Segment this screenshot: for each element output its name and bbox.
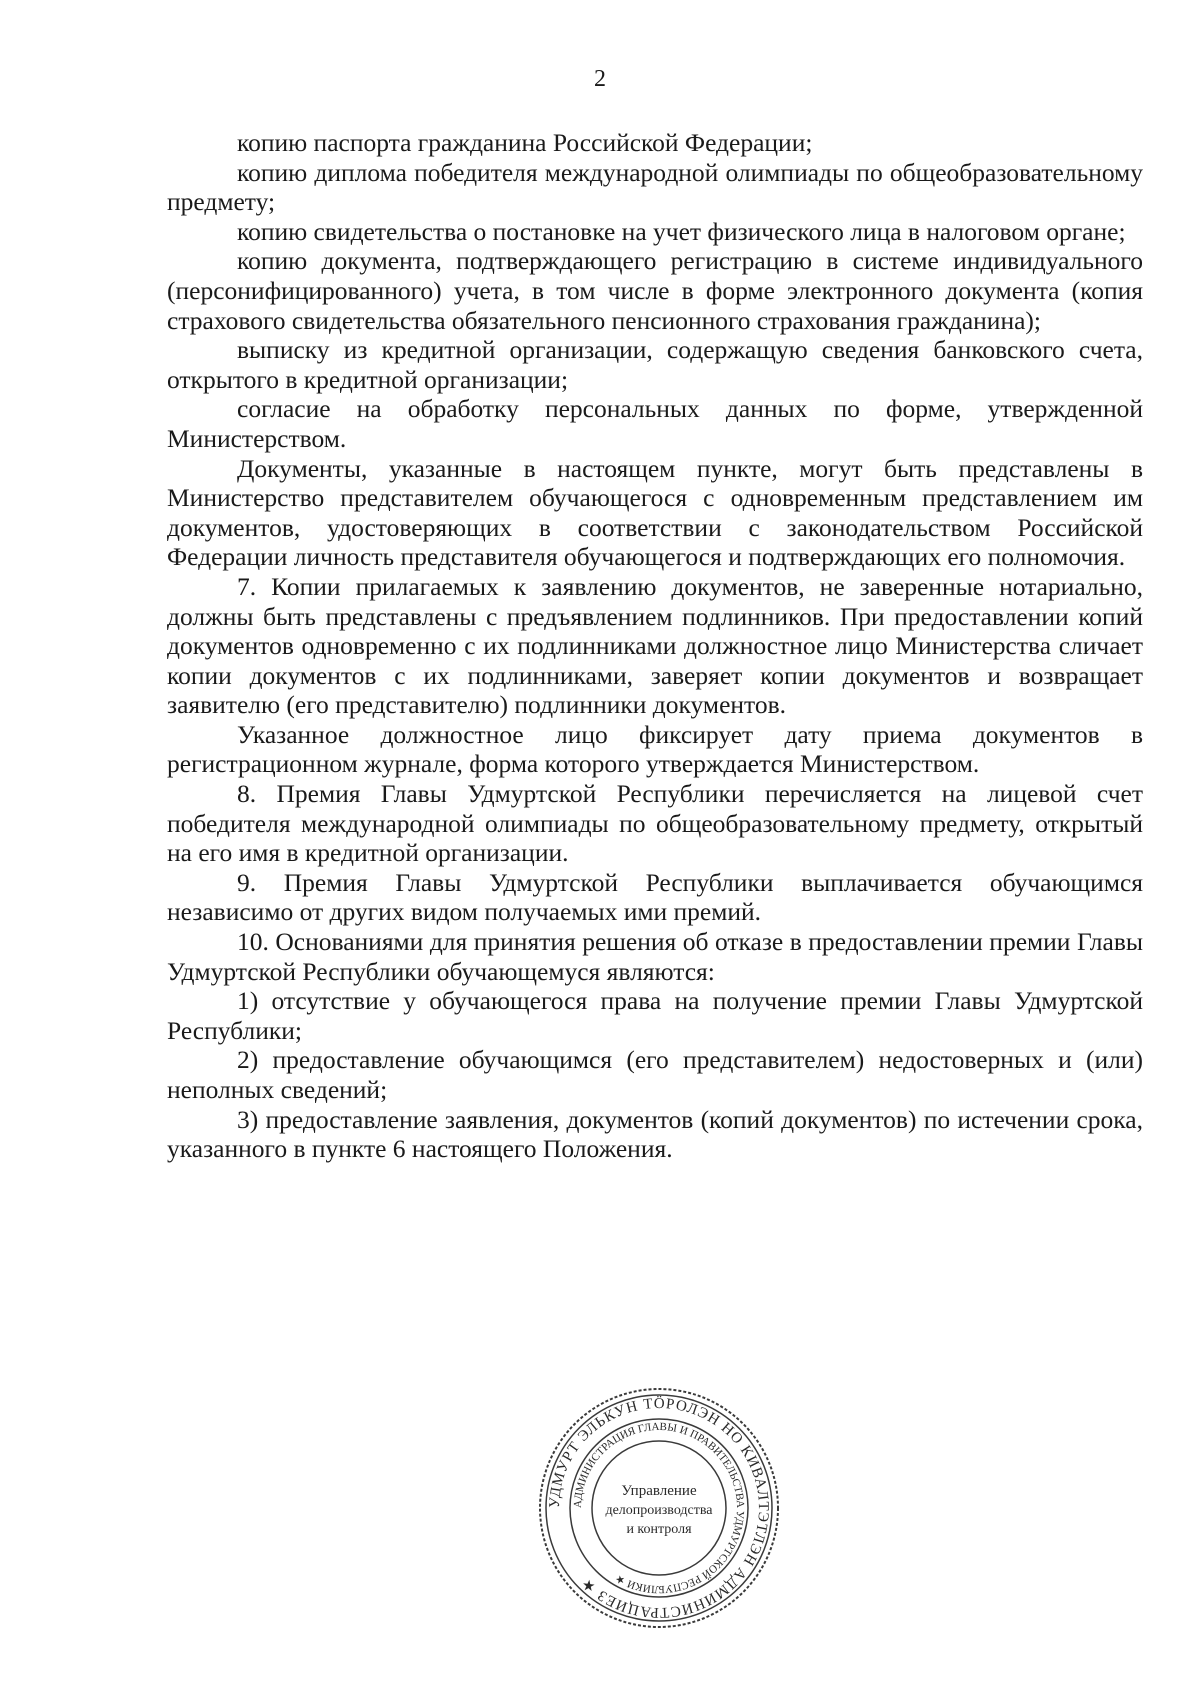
paragraph: 3) предоставление заявления, документов (копий документов) по истечении срока, указанного в пункте 6 настоящего Положения. xyxy=(167,1104,1143,1164)
seal-center-line: и контроля xyxy=(626,1522,692,1537)
seal-outer-text: УДМУРТ ЭЛЬКУН ТӦРОЛЭН НО КИВАЛТЭТЛЭН АДМИНИСТРАЦИЕЗ ★ xyxy=(546,1395,772,1621)
seal-center-line: Управление xyxy=(621,1483,697,1499)
paragraph: 10. Основаниями для принятия решения об отказе в предоставлении премии Главы Удмуртской Республики обучающемуся являются: xyxy=(167,927,1143,986)
seal-inner-text: АДМИНИСТРАЦИЯ ГЛАВЫ И ПРАВИТЕЛЬСТВА УДМУРТСКОЙ РЕСПУБЛИКИ ★ xyxy=(571,1420,747,1596)
paragraph: 1) отсутствие у обучающегося права на получение премии Главы Удмуртской Республики; xyxy=(167,986,1143,1045)
seal-graphic xyxy=(538,1387,780,1629)
paragraph: копию паспорта гражданина Российской Федерации; xyxy=(237,128,813,157)
paragraph: 9. Премия Главы Удмуртской Республики выплачивается обучающимся независимо от других видом получаемых ими премий. xyxy=(167,867,1143,927)
paragraph: копию документа, подтверждающего регистрацию в системе индивидуального (персонифицированного) учета, в том числе в форме электронного документа (копия страхового свидетельства обязательного пенсионного страхования гражданина); xyxy=(167,246,1143,335)
paragraph: выписку из кредитной организации, содержащую сведения банковского счета, открытого в кредитной организации; xyxy=(167,335,1143,394)
seal-center-line: делопроизводства xyxy=(605,1503,713,1518)
page-number: 2 xyxy=(594,66,606,92)
paragraph: согласие на обработку персональных данных по форме, утвержденной Министерством. xyxy=(167,394,1143,453)
official-seal-stamp xyxy=(538,1387,780,1629)
paragraph: копию диплома победителя международной олимпиады по общеобразовательному предмету; xyxy=(167,157,1143,217)
paragraph: Документы, указанные в настоящем пункте, могут быть представлены в Министерство представителем обучающегося с одновременным представлением им документов, удостоверяющих в соответствии с законодательством Российской Федерации личность представителя обучающегося и подтверждающих его полномочия. xyxy=(167,453,1143,572)
paragraph: 2) предоставление обучающимся (его представителем) недостоверных и (или) неполных сведений; xyxy=(167,1045,1143,1104)
document-body xyxy=(167,128,1143,1164)
paragraph: копию свидетельства о постановке на учет физического лица в налоговом органе; xyxy=(237,216,1126,246)
paragraph: 7. Копии прилагаемых к заявлению документов, не заверенные нотариально, должны быть представлены с предъявлением подлинников. При предоставлении копий документов одновременно с их подлинниками должностное лицо Министерства сличает копии документов с их подлинниками, заверяет копии документов и возвращает заявителю (его представителю) подлинники документов. xyxy=(167,571,1143,720)
paragraph: Указанное должностное лицо фиксирует дату приема документов в регистрационном журнале, форма которого утверждается Министерством. xyxy=(167,719,1143,779)
paragraph: 8. Премия Главы Удмуртской Республики перечисляется на лицевой счет победителя международной олимпиады по общеобразовательному предмету, открытый на его имя в кредитной организации. xyxy=(167,779,1143,868)
